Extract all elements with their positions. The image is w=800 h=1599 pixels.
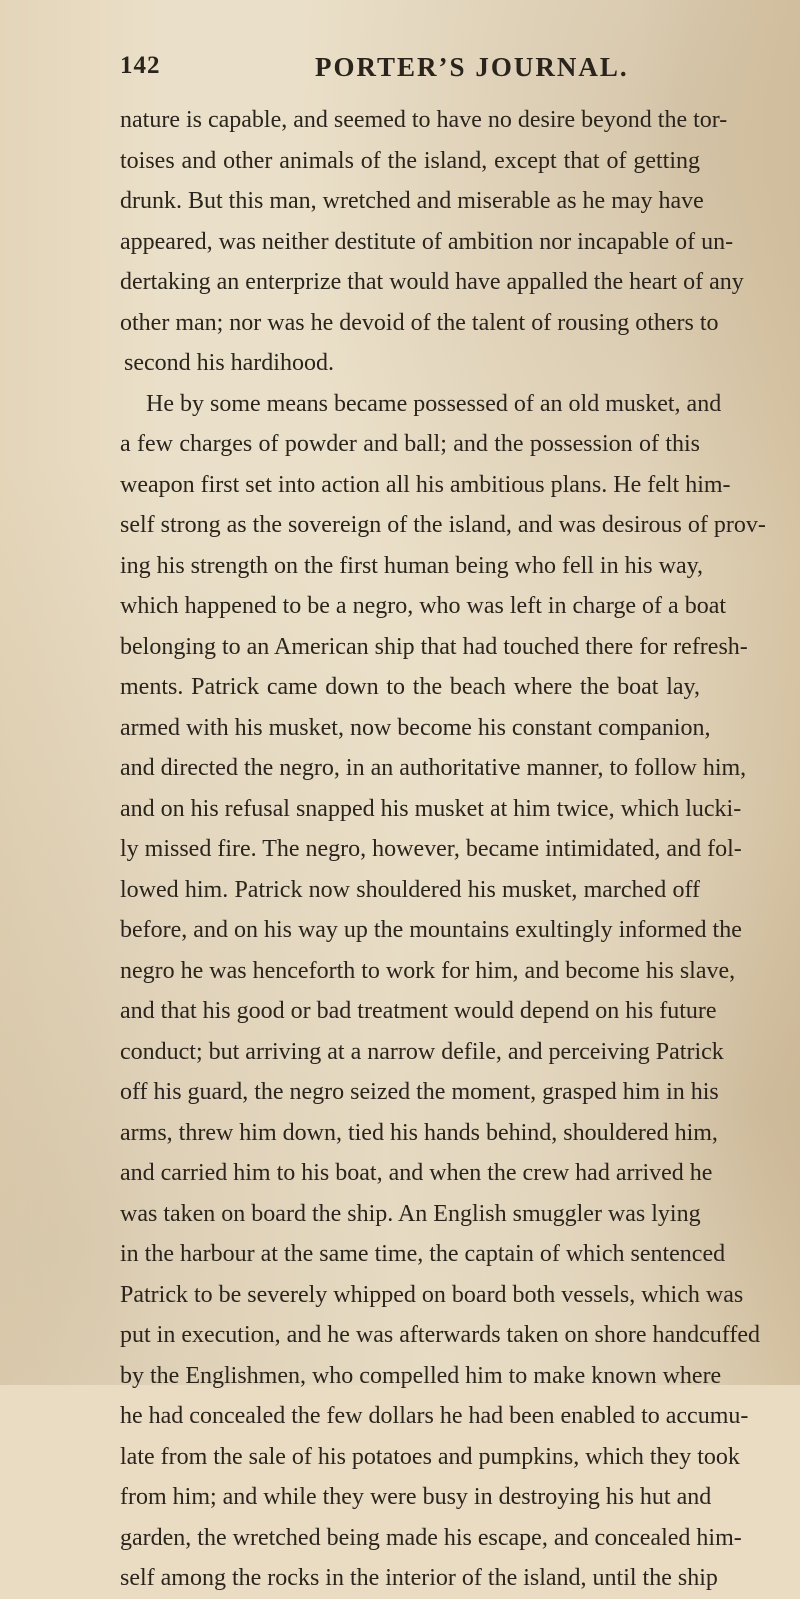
running-head: PORTER’S JOURNAL. (315, 52, 629, 82)
text-line: second his hardihood. (124, 350, 334, 376)
text-line: arms, threw him down, tied his hands behind, shouldered him, (120, 1119, 718, 1146)
text-line: ments. Patrick came down to the beach where the boat lay, (120, 674, 700, 700)
text-line: off his guard, the negro seized the moment, grasped him in his (120, 1079, 719, 1105)
text-line: He by some means became possessed of an old musket, and (146, 390, 722, 417)
text-line: by the Englishmen, who compelled him to make known where (120, 1362, 722, 1389)
text-line: late from the sale of his potatoes and pumpkins, which they took (120, 1443, 740, 1470)
text-line: negro he was henceforth to work for him, and become his slave, (120, 957, 736, 984)
page-number: 142 (120, 52, 161, 79)
text-line: ing his strength on the first human being who fell in his way, (120, 552, 704, 579)
text-line: put in execution, and he was afterwards taken on shore handcuffed (120, 1322, 760, 1348)
text-line: weapon first set into action all his ambitious plans. He felt him- (120, 471, 731, 498)
text-line: a few charges of powder and ball; and the possession of this (120, 431, 700, 457)
text-line: armed with his musket, now become his constant companion, (120, 714, 711, 741)
text-line: and on his refusal snapped his musket at him twice, which lucki- (120, 795, 742, 822)
text-line: ly missed fire. The negro, however, became intimidated, and fol- (120, 836, 742, 862)
text-line: from him; and while they were busy in destroying his hut and (120, 1484, 712, 1510)
text-line: dertaking an enterprize that would have appalled the heart of any (120, 269, 744, 295)
text-line: toises and other animals of the island, except that of getting (120, 147, 700, 174)
text-line: was taken on board the ship. An English smuggler was lying (120, 1200, 701, 1227)
text-line: drunk. But this man, wretched and miserable as he may have (120, 188, 704, 214)
text-line: belonging to an American ship that had touched there for refresh- (120, 633, 748, 660)
text-line: nature is capable, and seemed to have no desire beyond the tor- (120, 107, 728, 133)
text-line: conduct; but arriving at a narrow defile, and perceiving Patrick (120, 1038, 724, 1065)
text-line: and directed the negro, in an authoritative manner, to follow him, (120, 755, 747, 781)
text-line: self among the rocks in the interior of the island, until the ship (120, 1565, 718, 1591)
text-line: and that his good or bad treatment would depend on his future (120, 998, 717, 1024)
text-line: which happened to be a negro, who was left in charge of a boat (120, 593, 727, 619)
body-text (120, 100, 766, 1599)
text-line: in the harbour at the same time, the captain of which sentenced (120, 1241, 726, 1267)
text-line: other man; nor was he devoid of the talent of rousing others to (120, 309, 719, 336)
page-header (120, 52, 680, 92)
text-line: before, and on his way up the mountains exultingly informed the (120, 917, 742, 943)
text-line: self strong as the sovereign of the island, and was desirous of prov- (120, 512, 766, 538)
text-line: and carried him to his boat, and when the crew had arrived he (120, 1160, 713, 1186)
text-line: appeared, was neither destitute of ambition nor incapable of un- (120, 228, 734, 255)
text-line: Patrick to be severely whipped on board both vessels, which was (120, 1281, 744, 1308)
text-line: lowed him. Patrick now shouldered his musket, marched off (120, 876, 700, 903)
text-line: garden, the wretched being made his escape, and concealed him- (120, 1524, 742, 1551)
text-line: he had concealed the few dollars he had been enabled to accumu- (120, 1403, 749, 1429)
